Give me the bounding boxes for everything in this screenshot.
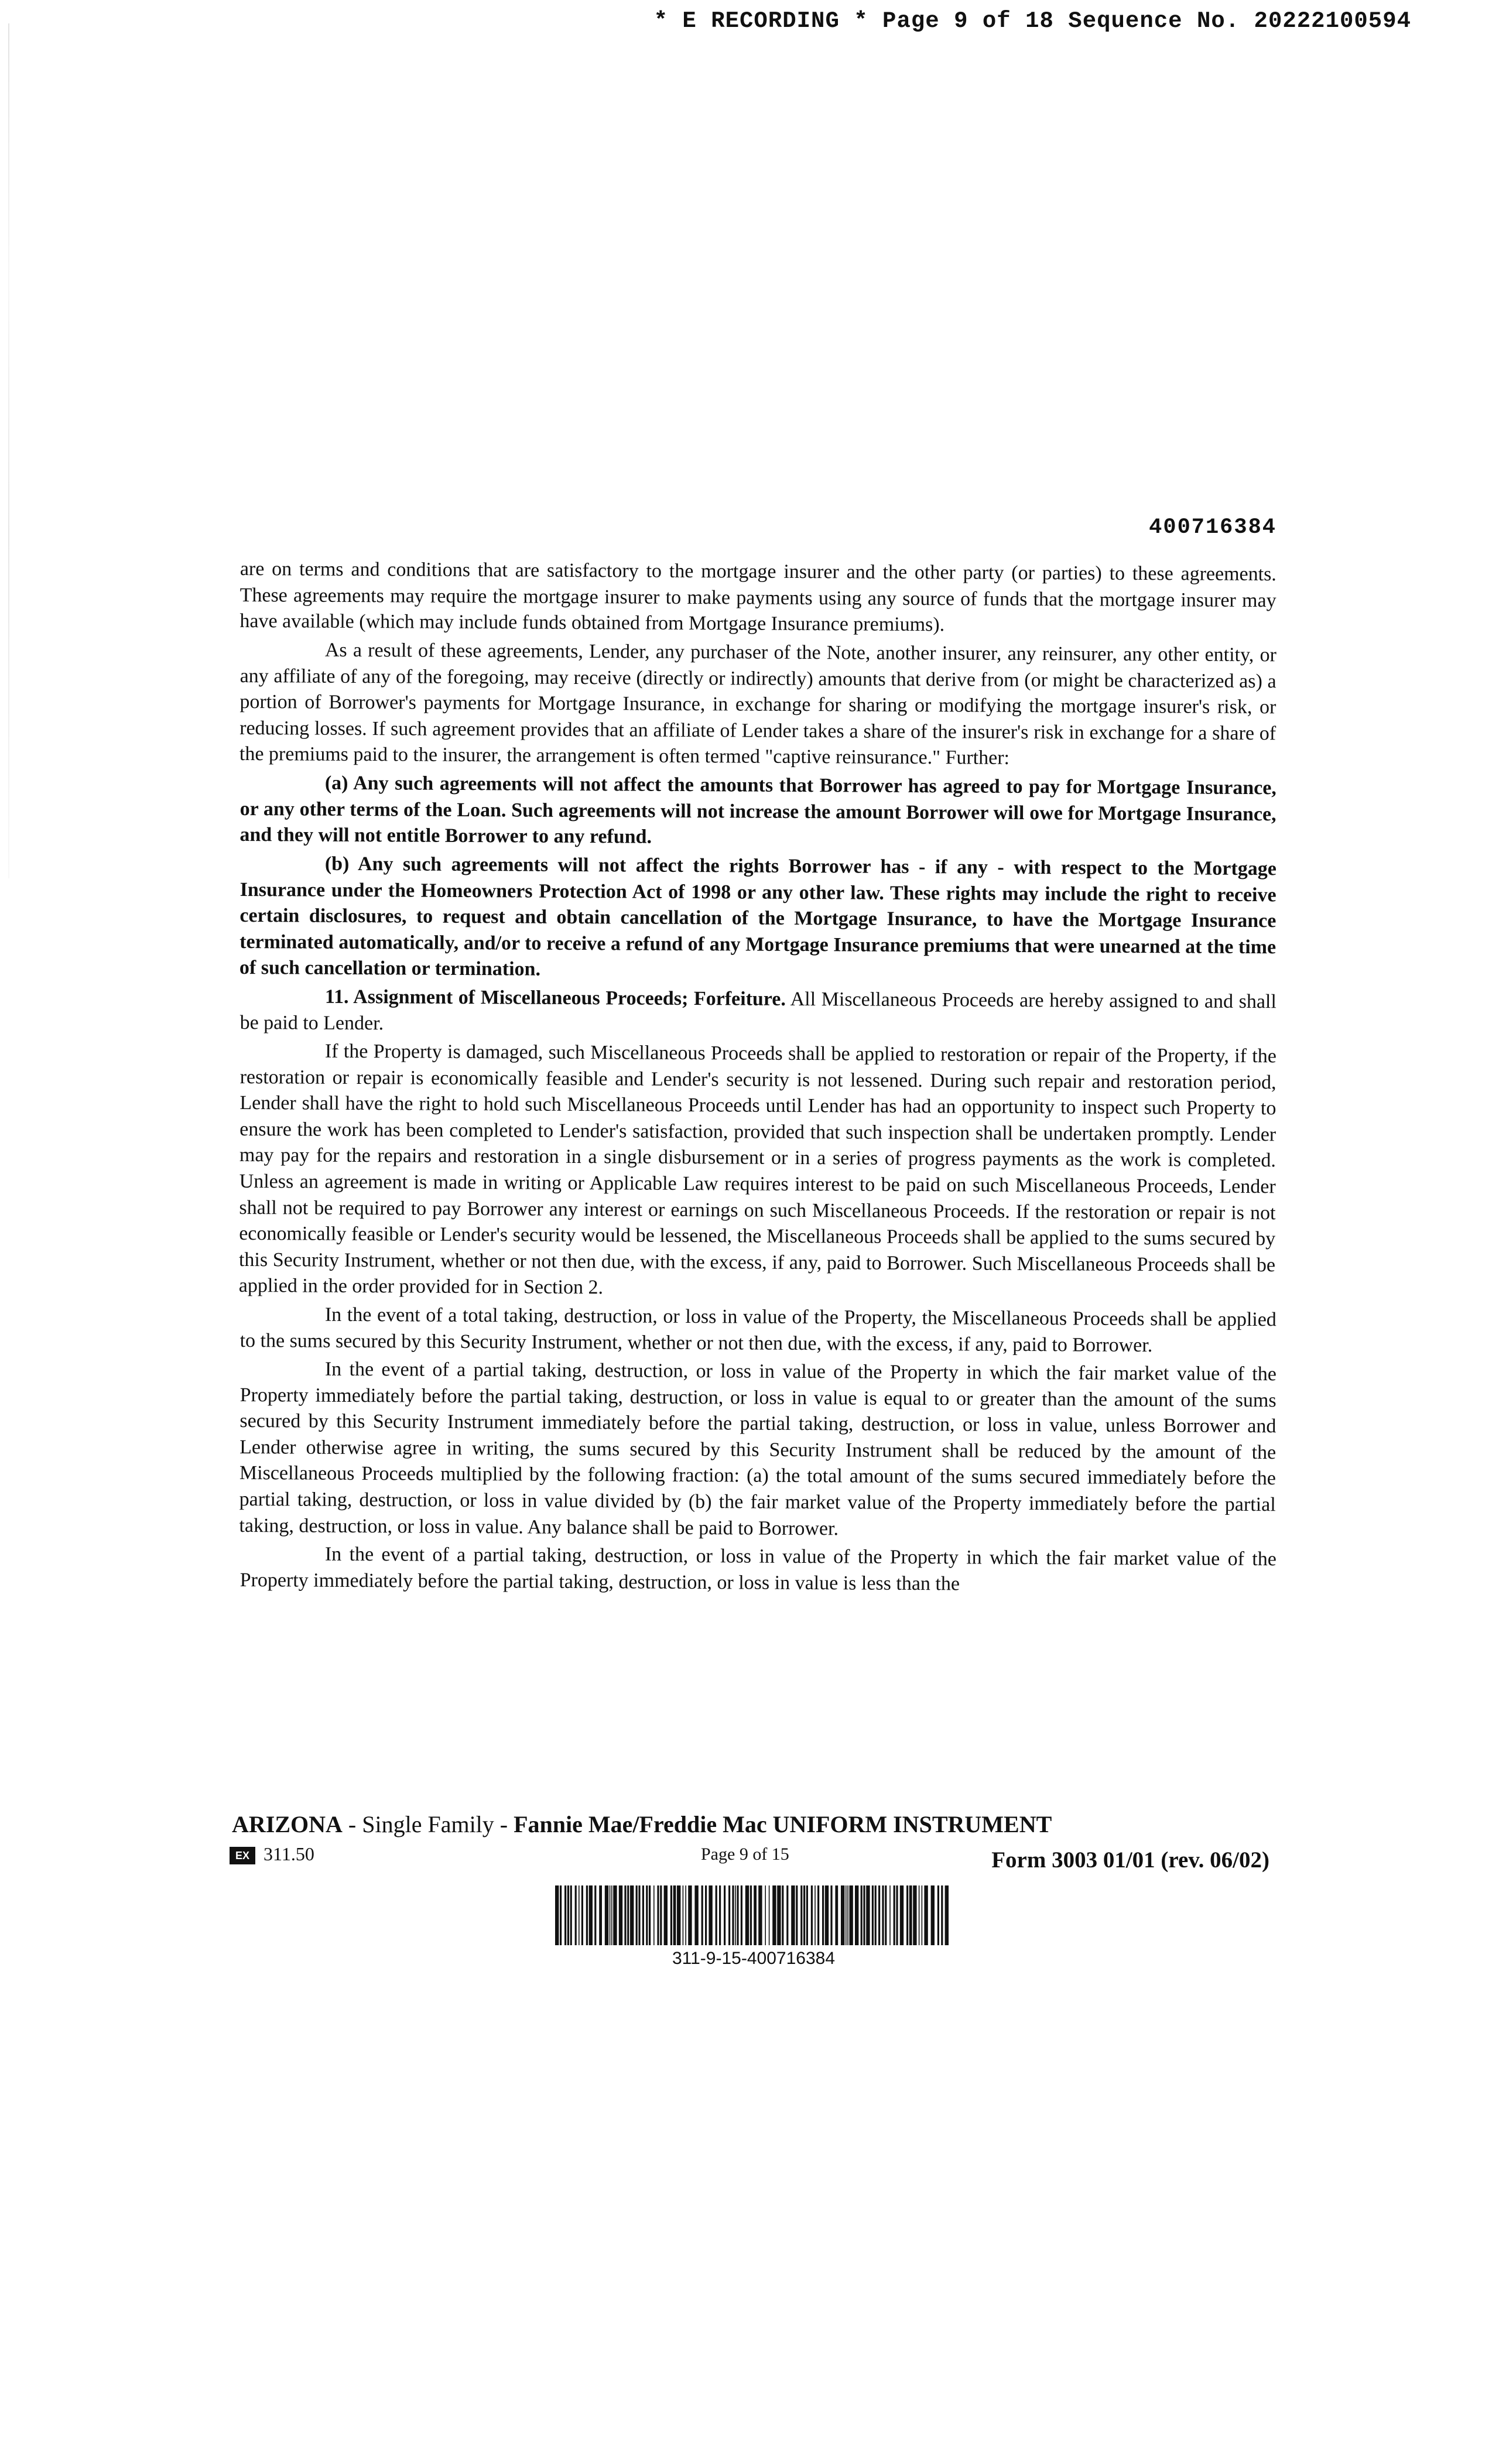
- page-of: Page 9 of 15: [701, 1844, 789, 1864]
- barcode: [555, 1885, 952, 1945]
- paragraph-clause-a: (a) Any such agreements will not affect the amounts that Borrower has agreed to pay for Mortgage Insurance, or any other terms of the Loan. Such agreements will not increase the amount Borrower will owe for Mortgage Insurance, and they will not entitle Borrower to any refund.: [239, 772, 1276, 848]
- loan-number: 400716384: [1149, 515, 1276, 540]
- document-body: [240, 556, 1276, 1596]
- footer-state: ARIZONA: [232, 1811, 343, 1837]
- section-11-text: All Miscellaneous Proceeds are hereby assigned to and shall be paid to Lender.: [239, 988, 1276, 1034]
- footer-state-suffix: - Single Family -: [342, 1811, 514, 1837]
- paragraph-partial-taking-less: In the event of a partial taking, destruction, or loss in value of the Property in which the fair market value of the Property immediately before the partial taking, destruction, or loss in value is less than the: [239, 1543, 1276, 1594]
- paragraph-captive-reinsurance: As a result of these agreements, Lender, any purchaser of the Note, another insurer, any reinsurer, any other entity, or any affiliate of any of the foregoing, may receive (directly or indirectly) amounts that derive from (or might be characterized as) a portion of Borrower's payments for Mortgage Insurance, in exchange for sharing or modifying the mortgage insurer's risk, or reducing losses. If such agreement provides that an affiliate of Lender takes a share of the insurer's risk in exchange for a share of the premiums paid to the insurer, the arrangement is often termed "captive reinsurance." Further:: [239, 639, 1276, 769]
- footer-instrument: Fannie Mae/Freddie Mac UNIFORM INSTRUMENT: [514, 1811, 1052, 1837]
- footer-row: [230, 1843, 1269, 1873]
- paragraph-clause-b: (b) Any such agreements will not affect the rights Borrower has - if any - with respect to the Mortgage Insurance under the Homeowners Protection Act of 1998 or any other law. These rights may include the right to receive certain disclosures, to request and obtain cancellation of the Mortgage Insurance, to have the Mortgage Insurance terminated automatically, and/or to receive a refund of any Mortgage Insurance premiums that were unearned at the time of such cancellation or termination.: [239, 853, 1276, 980]
- form-publisher-logo: EX: [230, 1847, 255, 1864]
- paragraph-insurance-terms: are on terms and conditions that are satisfactory to the mortgage insurer and the other party (or parties) to these agreements. These agreements may require the mortgage insurer to make payments using any source of funds that the mortgage insurer may have available (which may include funds obtained from Mortgage Insurance premiums).: [239, 557, 1276, 636]
- paragraph-property-damaged: If the Property is damaged, such Miscellaneous Proceeds shall be applied to restoration or repair of the Property, if the restoration or repair is economically feasible and Lender's security is not lessened. During such repair and restoration period, Lender shall have the right to hold such Miscellaneous Proceeds until Lender has had an opportunity to inspect such Property to ensure the work has been completed to Lender's satisfaction, provided that such inspection shall be undertaken promptly. Lender may pay for the repairs and restoration in a single disbursement or in a series of progress payments as the work is completed. Unless an agreement is made in writing or Applicable Law requires interest to be paid on such Miscellaneous Proceeds, Lender shall not be required to pay Borrower any interest or earnings on such Miscellaneous Proceeds. If the restoration or repair is not economically feasible or Lender's security would be lessened, the Miscellaneous Proceeds shall be applied to the sums secured by this Security Instrument, whether or not then due, with the excess, if any, paid to Borrower. Such Miscellaneous Proceeds shall be applied in the order provided for in Section 2.: [238, 1040, 1276, 1299]
- paragraph-partial-taking-greater: In the event of a partial taking, destruction, or loss in value of the Property in which the fair market value of the Property immediately before the partial taking, destruction, or loss in value is equal to or greater than the amount of the sums secured by this Security Instrument immediately before the partial taking, destruction, or loss in value, unless Borrower and Lender otherwise agree in writing, the sums secured by this Security Instrument shall be reduced by the amount of the Miscellaneous Proceeds multiplied by the following fraction: (a) the total amount of the sums secured immediately before the partial taking, destruction, or loss in value divided by (b) the fair market value of the Property immediately before the partial taking, destruction, or loss in value. Any balance shall be paid to Borrower.: [239, 1358, 1276, 1539]
- recording-header: * E RECORDING * Page 9 of 18 Sequence No. 20222100594: [653, 8, 1411, 34]
- form-code: 311.50: [263, 1843, 314, 1864]
- footer-instrument-line: [232, 1811, 1052, 1838]
- scan-edge-artifact: [8, 23, 9, 878]
- paragraph-section-11: [240, 984, 1276, 1041]
- form-number: Form 3003 01/01 (rev. 06/02): [991, 1847, 1269, 1873]
- paragraph-total-taking: In the event of a total taking, destruction, or loss in value of the Property, the Miscellaneous Proceeds shall be applied to the sums secured by this Security Instrument, whether or not then due, with the excess, if any, paid to Borrower.: [239, 1303, 1276, 1356]
- section-11-heading: 11. Assignment of Miscellaneous Proceeds; Forfeiture.: [324, 985, 786, 1010]
- barcode-text: 311-9-15-400716384: [672, 1949, 835, 1968]
